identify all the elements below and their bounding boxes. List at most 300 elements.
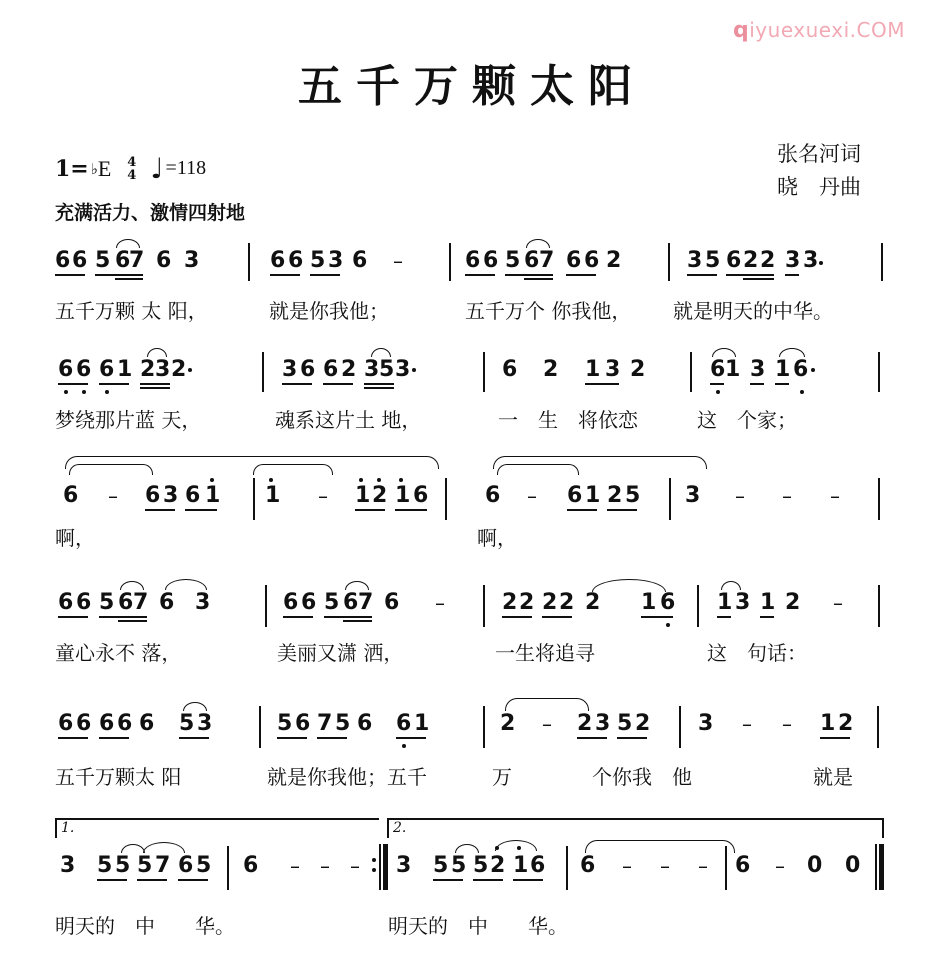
beam-underline — [99, 616, 147, 618]
beam-underline — [58, 616, 88, 618]
barline — [253, 478, 255, 520]
note: 5 — [451, 853, 467, 878]
note: 2 — [502, 590, 518, 615]
note: 5 — [97, 853, 113, 878]
note: 5 — [335, 711, 351, 736]
slur-arc — [143, 842, 185, 853]
note: 6 — [357, 711, 373, 736]
upper-octave-dot — [399, 478, 403, 482]
lyric-line: 美丽又潇 洒， — [277, 641, 404, 665]
note: 6 — [660, 590, 676, 615]
beam-underline — [185, 509, 217, 511]
beam-underline — [310, 274, 340, 276]
upper-octave-dot — [210, 478, 214, 482]
beam-underline — [58, 383, 88, 385]
barline — [668, 243, 670, 281]
key-letter: E — [97, 155, 112, 181]
lyric-line: 个你我 他 — [592, 765, 692, 789]
time-signature — [127, 156, 136, 182]
note: 3 — [605, 357, 621, 382]
note: 6 — [99, 711, 115, 736]
note: 5 — [505, 248, 521, 273]
note: 2 — [630, 357, 646, 382]
note: 1 — [717, 590, 733, 615]
slur-arc — [712, 348, 736, 357]
barline — [690, 352, 692, 392]
barline — [227, 846, 229, 890]
note: 7 — [539, 248, 555, 273]
note: 5 — [617, 711, 633, 736]
note: 1 — [760, 590, 776, 615]
note: 6 — [178, 853, 194, 878]
beam-underline — [750, 383, 764, 385]
barline — [445, 478, 447, 520]
note: 6 — [584, 248, 600, 273]
beam-underline — [607, 509, 637, 511]
lower-octave-dot — [716, 390, 720, 394]
slur-arc — [721, 581, 741, 590]
sustain-dash: – — [830, 484, 840, 508]
sustain-dash: – — [698, 854, 708, 878]
beam-underline — [710, 383, 724, 385]
note: 6 — [159, 590, 175, 615]
note: 6 — [530, 853, 546, 878]
note: 6 — [295, 711, 311, 736]
beam-underline — [760, 616, 774, 618]
note: 6 — [735, 853, 751, 878]
note: 2 — [635, 711, 651, 736]
note: 6 — [396, 711, 412, 736]
slur-arc — [371, 348, 391, 357]
note: 2 — [372, 483, 388, 508]
sustain-dash: – — [833, 591, 843, 615]
beam-underline — [270, 274, 300, 276]
beam-underline — [687, 274, 717, 276]
note: 5 — [99, 590, 115, 615]
beam-underline — [820, 737, 850, 739]
lyric-line: 这 个家； — [697, 408, 797, 432]
repeat-dot — [372, 858, 376, 862]
sustain-dash: – — [318, 484, 328, 508]
barline — [697, 585, 699, 627]
slur-arc — [505, 698, 589, 711]
time-bottom: 4 — [127, 167, 137, 183]
sustain-dash: – — [320, 854, 330, 878]
volta-1-label: 1. — [61, 820, 75, 836]
beam-underline — [396, 737, 426, 739]
barline — [878, 352, 880, 392]
lyric-line: 明天的 中 华。 — [55, 914, 235, 938]
sustain-dash: – — [290, 854, 300, 878]
note: 6 — [76, 357, 92, 382]
beam-underline — [282, 383, 312, 385]
note: 7 — [358, 590, 374, 615]
barline — [566, 846, 568, 890]
barline — [262, 352, 264, 392]
beam-underline — [577, 737, 607, 739]
lyric-line: 梦绕那片蓝 天， — [55, 408, 202, 432]
key-prefix: 1= — [55, 155, 89, 182]
lyricist-credit: 张名河词 — [777, 142, 861, 166]
slur-arc — [121, 844, 145, 853]
lyric-line: 五千万颗太 阳 — [55, 765, 182, 789]
note: 6 — [483, 248, 499, 273]
barline — [383, 844, 388, 890]
beam-underline — [145, 509, 175, 511]
barline — [483, 352, 485, 392]
beam-underline — [343, 620, 372, 622]
note: 6 — [115, 248, 131, 273]
note: 2 — [743, 248, 759, 273]
slur-arc — [253, 464, 333, 475]
note: 6 — [524, 248, 540, 273]
note: 6 — [99, 357, 115, 382]
note: 0 — [807, 853, 823, 878]
slur-arc — [455, 844, 479, 853]
watermark — [733, 18, 905, 43]
beam-underline — [355, 509, 385, 511]
lyric-line: 就是你我他；五千 — [267, 765, 427, 789]
beam-underline — [641, 616, 673, 618]
barline — [669, 478, 671, 520]
sustain-dash: – — [775, 854, 785, 878]
note: 3 — [184, 248, 200, 273]
note: 5 — [705, 248, 721, 273]
tempo-value: =118 — [165, 157, 207, 179]
beam-underline — [743, 278, 774, 280]
note: 5 — [379, 357, 395, 382]
flat-icon: ♭ — [90, 159, 98, 178]
volta-2-label: 2. — [393, 820, 407, 836]
note: 3 — [803, 248, 819, 273]
beam-underline — [585, 383, 619, 385]
barline — [259, 706, 261, 748]
note: 6 — [710, 357, 726, 382]
note: 5 — [137, 853, 153, 878]
note: 2 — [838, 711, 854, 736]
note: 2 — [543, 357, 559, 382]
note: 6 — [567, 483, 583, 508]
lower-octave-dot — [800, 390, 804, 394]
slur-arc — [592, 579, 666, 592]
watermark-q: q — [733, 18, 750, 43]
note: 6 — [185, 483, 201, 508]
note: 6 — [76, 711, 92, 736]
note: 6 — [301, 590, 317, 615]
note: 0 — [845, 853, 861, 878]
note: 3 — [396, 853, 412, 878]
note: 5 — [95, 248, 111, 273]
sustain-dash: – — [782, 484, 792, 508]
note: 5 — [196, 853, 212, 878]
note: 2 — [606, 248, 622, 273]
beam-underline — [566, 274, 596, 276]
note: 6 — [283, 590, 299, 615]
augmentation-dot — [188, 368, 192, 372]
note: 6 — [793, 357, 809, 382]
beam-underline — [502, 616, 532, 618]
slur-arc — [183, 702, 207, 711]
quarter-note-icon: ♩ — [150, 152, 164, 185]
slur-arc — [497, 464, 579, 475]
note: 5 — [625, 483, 641, 508]
beam-underline — [179, 737, 209, 739]
lower-octave-dot — [64, 390, 68, 394]
underline — [55, 274, 85, 276]
lower-octave-dot — [666, 623, 670, 627]
lyric-line: 啊， — [55, 526, 95, 550]
beam-underline — [140, 383, 170, 385]
beam-underline — [277, 737, 307, 739]
note: 3 — [687, 248, 703, 273]
note: 6 — [55, 248, 71, 273]
note: 6 — [72, 248, 88, 273]
sustain-dash: – — [622, 854, 632, 878]
credits — [777, 138, 861, 204]
barline — [379, 844, 381, 890]
note: 6 — [413, 483, 429, 508]
beam-underline — [567, 509, 597, 511]
augmentation-dot — [819, 261, 823, 265]
slur-arc — [116, 239, 140, 248]
note: 2 — [171, 357, 187, 382]
lyric-line: 魂系这片土 地， — [275, 408, 422, 432]
slur-arc — [779, 348, 805, 357]
slur-arc — [147, 348, 167, 357]
repeat-dot — [372, 868, 376, 872]
note: 5 — [277, 711, 293, 736]
note: 5 — [324, 590, 340, 615]
note: 6 — [145, 483, 161, 508]
beam-underline — [97, 879, 127, 881]
note: 3 — [197, 711, 213, 736]
note: 6 — [156, 248, 172, 273]
beam-underline — [726, 274, 774, 276]
sustain-dash: – — [735, 484, 745, 508]
note: 6 — [485, 483, 501, 508]
beam-underline — [364, 387, 394, 389]
beam-underline — [58, 737, 88, 739]
lower-octave-dot — [402, 744, 406, 748]
note: 2 — [490, 853, 506, 878]
note: 6 — [343, 590, 359, 615]
beam-underline — [513, 879, 543, 881]
note: 2 — [577, 711, 593, 736]
note: 6 — [58, 711, 74, 736]
sustain-dash: – — [542, 712, 552, 736]
note: 6 — [566, 248, 582, 273]
note: 2 — [607, 483, 623, 508]
note: 6 — [352, 248, 368, 273]
note: 6 — [502, 357, 518, 382]
note: 2 — [585, 590, 601, 615]
augmentation-dot — [412, 368, 416, 372]
note: 6 — [76, 590, 92, 615]
note: 6 — [118, 590, 134, 615]
note: 6 — [465, 248, 481, 273]
beam-underline — [395, 509, 427, 511]
note: 1 — [205, 483, 221, 508]
upper-octave-dot — [377, 478, 381, 482]
note: 6 — [243, 853, 259, 878]
note: 1 — [775, 357, 791, 382]
note: 6 — [384, 590, 400, 615]
note: 6 — [288, 248, 304, 273]
barline — [878, 478, 880, 520]
barline — [679, 706, 681, 748]
note: 6 — [270, 248, 286, 273]
beam-underline — [433, 879, 463, 881]
lyric-line: 就是 — [813, 765, 853, 789]
lyric-line: 这 句话： — [707, 641, 807, 665]
note: 7 — [129, 248, 145, 273]
note: 2 — [500, 711, 516, 736]
note: 3 — [155, 357, 171, 382]
note: 5 — [310, 248, 326, 273]
barline — [875, 844, 877, 890]
note: 3 — [685, 483, 701, 508]
sustain-dash: – — [782, 712, 792, 736]
sustain-dash: – — [435, 591, 445, 615]
note: 6 — [117, 711, 133, 736]
note: 3 — [60, 853, 76, 878]
beam-underline — [364, 383, 394, 385]
volta-1 — [55, 818, 379, 838]
lyric-line: 就是明天的中华。 — [673, 299, 833, 323]
sustain-dash: – — [527, 484, 537, 508]
note: 3 — [785, 248, 801, 273]
beam-underline — [283, 616, 313, 618]
beam-underline — [99, 383, 129, 385]
note: 3 — [735, 590, 751, 615]
note: 5 — [179, 711, 195, 736]
slur-arc — [526, 239, 550, 248]
lyric-line: 五千万颗 太 阳， — [55, 299, 208, 323]
key-signature — [55, 152, 206, 185]
note: 2 — [785, 590, 801, 615]
beam-underline — [717, 616, 731, 618]
lyric-line: 万 — [492, 765, 512, 789]
composer-credit: 晓 丹曲 — [777, 175, 861, 199]
lyric-line: 一生将追寻 — [495, 641, 595, 665]
slur-arc — [165, 579, 207, 590]
note: 2 — [341, 357, 357, 382]
note: 2 — [542, 590, 558, 615]
lyric-line: 明天的 中 华。 — [388, 914, 568, 938]
note: 6 — [58, 590, 74, 615]
beam-underline — [323, 383, 353, 385]
sustain-dash: – — [108, 484, 118, 508]
note: 1 — [585, 483, 601, 508]
note: 7 — [317, 711, 333, 736]
lyric-line: 就是你我他； — [269, 299, 389, 323]
beam-underline — [524, 278, 553, 280]
note: 2 — [559, 590, 575, 615]
note: 2 — [519, 590, 535, 615]
note: 3 — [282, 357, 298, 382]
slur-arc — [345, 581, 369, 590]
beam-underline — [95, 274, 143, 276]
note: 6 — [63, 483, 79, 508]
barline — [879, 844, 884, 890]
beam-underline — [118, 620, 147, 622]
note: 5 — [433, 853, 449, 878]
note: 3 — [395, 357, 411, 382]
upper-octave-dot — [359, 478, 363, 482]
note: 6 — [139, 711, 155, 736]
slur-arc — [585, 840, 735, 853]
beam-underline — [473, 879, 503, 881]
note: 3 — [328, 248, 344, 273]
barline — [878, 585, 880, 627]
note: 1 — [414, 711, 430, 736]
lower-octave-dot — [105, 390, 109, 394]
repeat-sign — [372, 852, 376, 878]
sustain-dash: – — [660, 854, 670, 878]
note: 5 — [473, 853, 489, 878]
note: 7 — [155, 853, 171, 878]
note: 1 — [117, 357, 133, 382]
beam-underline — [542, 616, 572, 618]
beam-underline — [505, 274, 553, 276]
barline — [483, 706, 485, 748]
note: 1 — [585, 357, 601, 382]
beam-underline — [137, 879, 167, 881]
note: 5 — [115, 853, 131, 878]
barline — [265, 585, 267, 627]
note: 6 — [726, 248, 742, 273]
beam-underline — [324, 616, 372, 618]
note: 1 — [725, 357, 741, 382]
time-top: 4 — [127, 154, 137, 170]
barline — [483, 585, 485, 627]
note: 2 — [760, 248, 776, 273]
beam-underline — [115, 278, 143, 280]
expression-marking: 充满活力、激情四射地 — [55, 202, 246, 224]
beam-underline — [785, 274, 799, 276]
note: 3 — [698, 711, 714, 736]
note: 1 — [820, 711, 836, 736]
beam-underline — [99, 737, 129, 739]
lyric-line: 五千万个 你我他， — [465, 299, 632, 323]
lyric-line: 童心永不 落， — [55, 641, 182, 665]
slur-arc — [120, 581, 144, 590]
note: 6 — [323, 357, 339, 382]
note: 3 — [195, 590, 211, 615]
note: 3 — [750, 357, 766, 382]
barline — [877, 706, 879, 748]
note: 3 — [364, 357, 380, 382]
note: 6 — [58, 357, 74, 382]
page-title: 五千万颗太阳 — [298, 61, 646, 112]
note: 1 — [641, 590, 657, 615]
beam-underline — [178, 879, 208, 881]
note: 3 — [595, 711, 611, 736]
upper-octave-dot — [269, 478, 273, 482]
note: 1 — [265, 483, 281, 508]
note: 1 — [395, 483, 411, 508]
lyric-line: 啊， — [477, 526, 517, 550]
lower-octave-dot — [82, 390, 86, 394]
barline — [248, 243, 250, 281]
beam-underline — [317, 737, 347, 739]
sustain-dash: – — [742, 712, 752, 736]
sustain-dash: – — [350, 854, 360, 878]
beam-underline — [775, 383, 789, 385]
slur-arc — [495, 840, 537, 851]
volta-2 — [387, 818, 884, 838]
beam-underline — [617, 737, 647, 739]
